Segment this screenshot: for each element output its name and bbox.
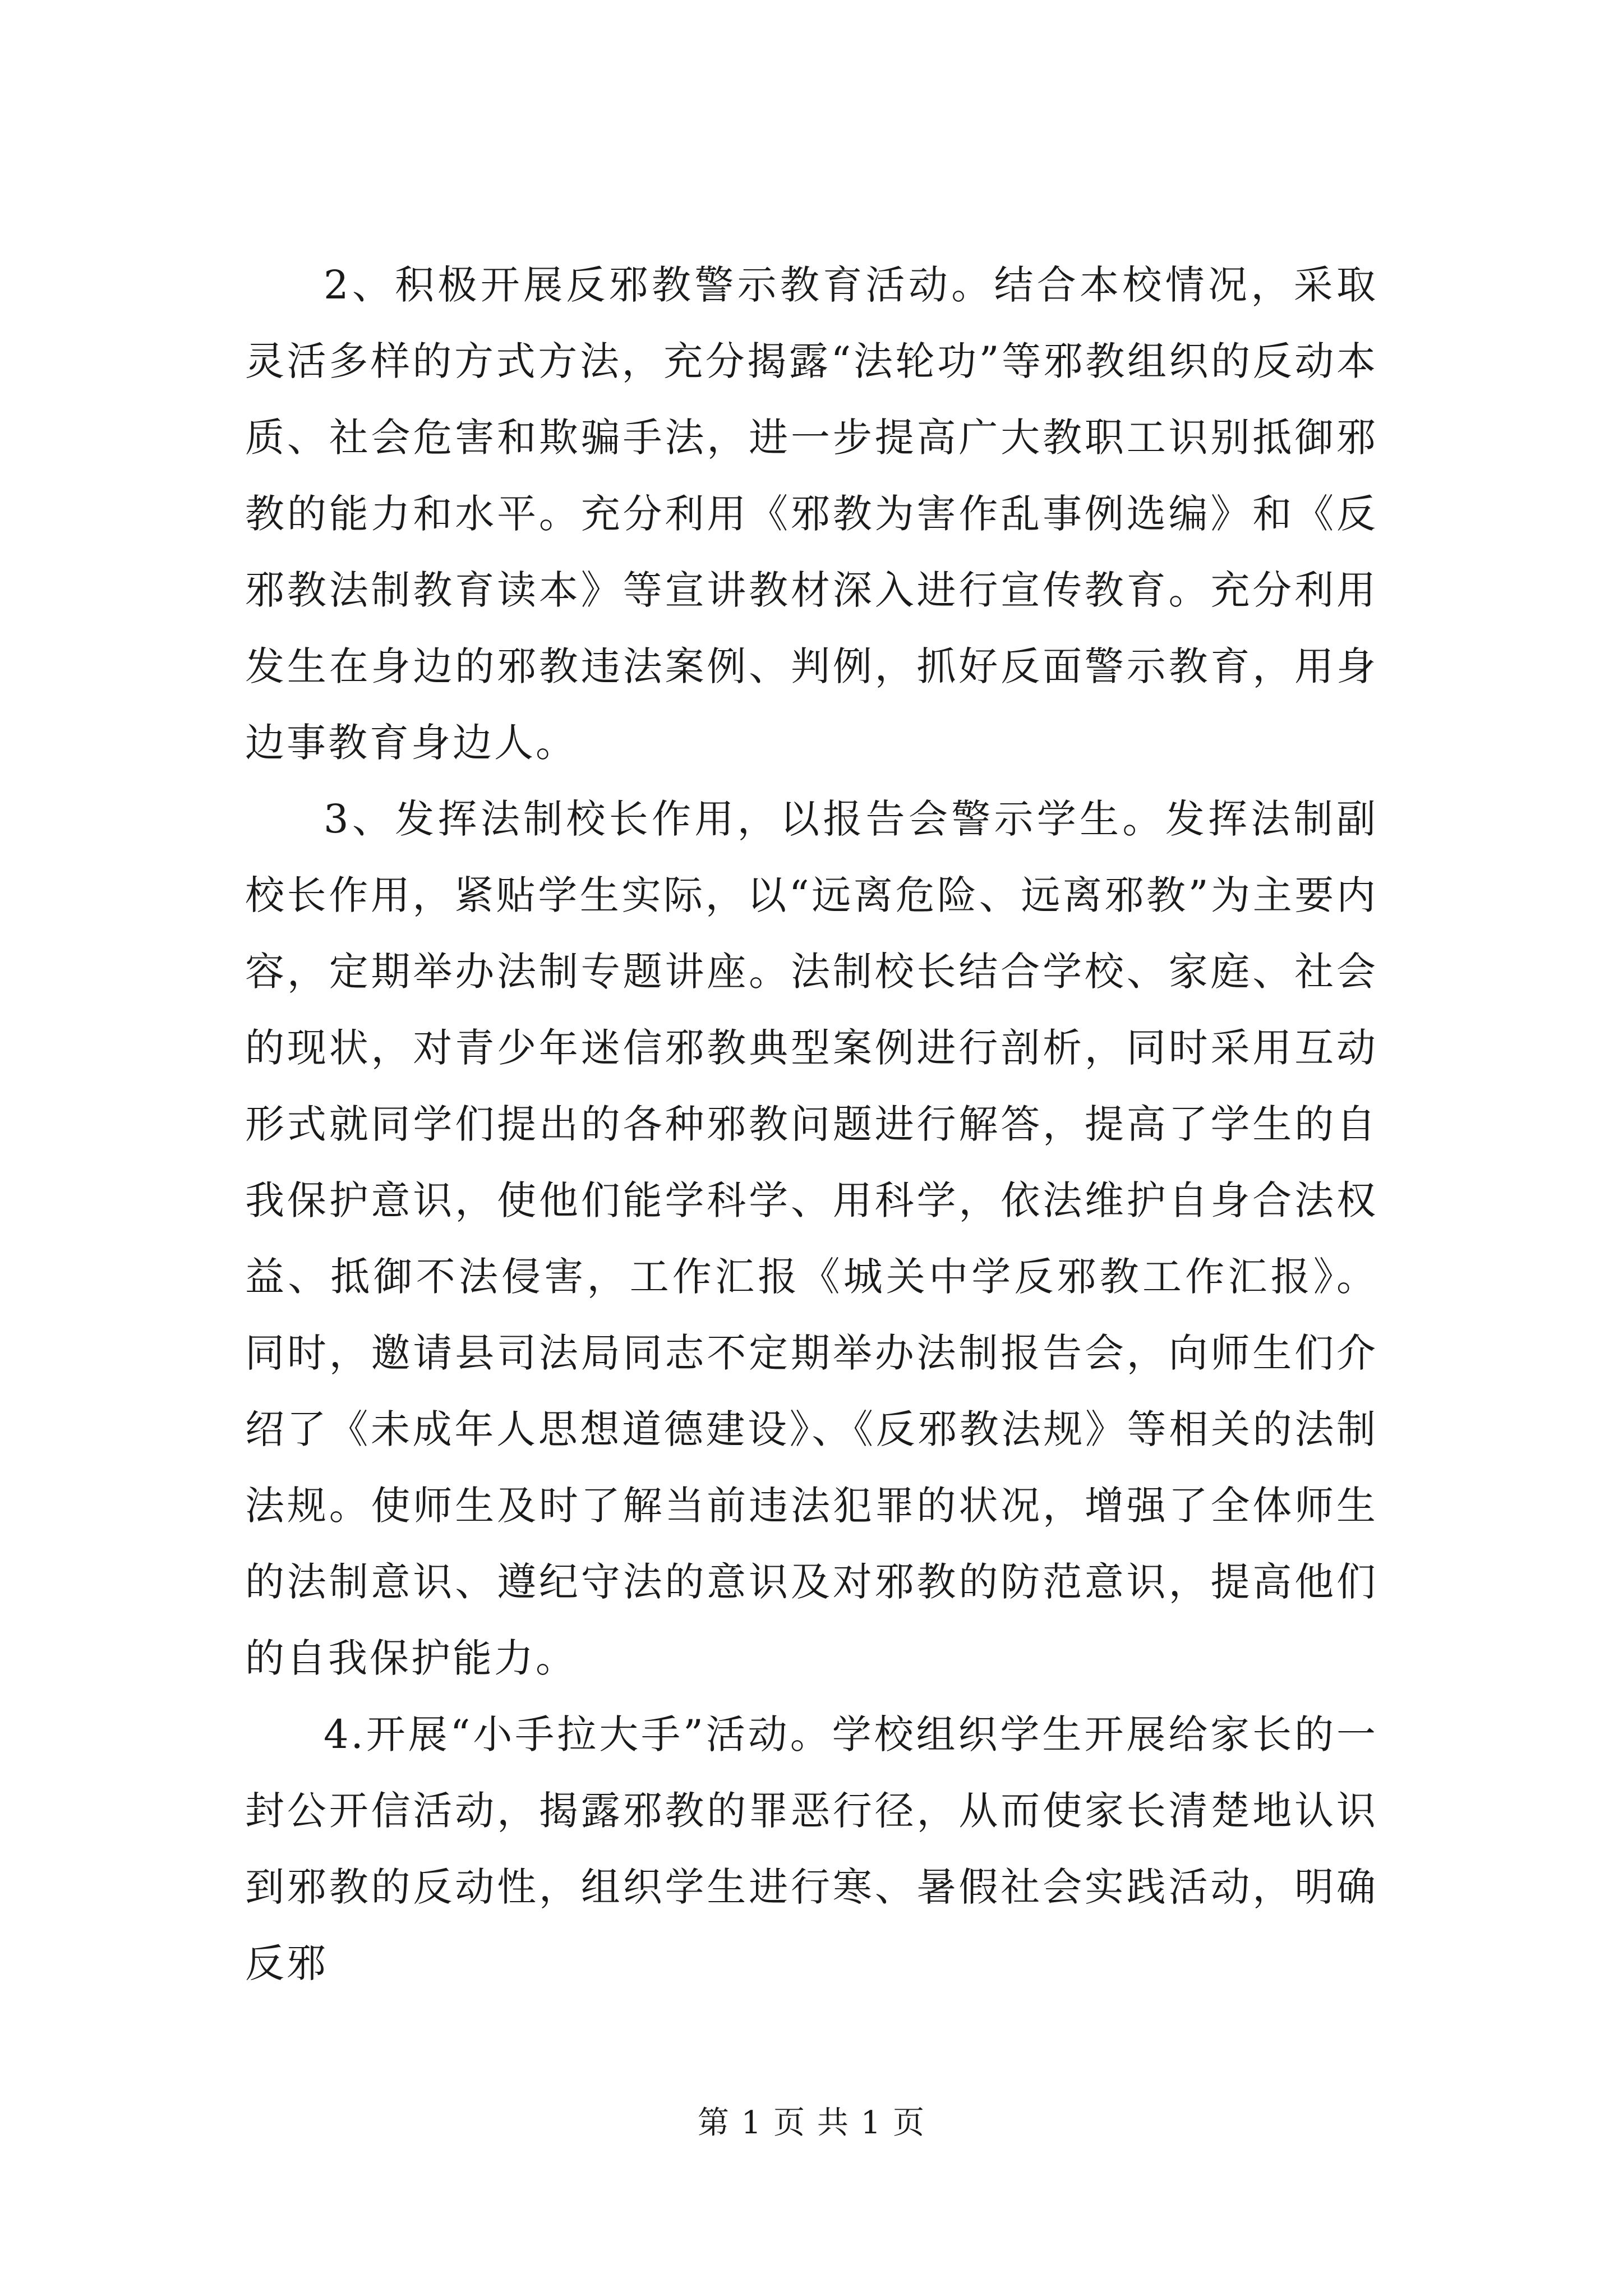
paragraph-2: 2、积极开展反邪教警示教育活动。结合本校情况，采取灵活多样的方式方法，充分揭露“法轮功”等邪教组织的反动本质、社会危害和欺骗手法，进一步提高广大教职工识别抵御邪教的能力和水平。充分利用《邪教为害作乱事例选编》和《反邪教法制教育读本》等宣讲教材深入进行宣传教育。充分利用发生在身边的邪教违法案例、判例，抓好反面警示教育，用身边事教育身边人。 [245, 262, 1378, 766]
paragraph-4: 4.开展“小手拉大手”活动。学校组织学生开展给家长的一封公开信活动，揭露邪教的罪恶行径，从而使家长清楚地认识到邪教的反动性，组织学生进行寒、暑假社会实践活动，明确反邪 [245, 1711, 1378, 1986]
document-body [245, 247, 1378, 2001]
paragraph-3: 3、发挥法制校长作用，以报告会警示学生。发挥法制副校长作用，紧贴学生实际，以“远离危险、远离邪教”为主要内容，定期举办法制专题讲座。法制校长结合学校、家庭、社会的现状，对青少年迷信邪教典型案例进行剖析，同时采用互动形式就同学们提出的各种邪教问题进行解答，提高了学生的自我保护意识，使他们能学科学、用科学，依法维护自身合法权益、抵御不法侵害，工作汇报《城关中学反邪教工作汇报》。同时，邀请县司法局同志不定期举办法制报告会，向师生们介绍了《未成年人思想道德建设》、《反邪教法规》等相关的法制法规。使师生及时了解当前违法犯罪的状况，增强了全体师生的法制意识、遵纪守法的意识及对邪教的防范意识，提高他们的自我保护能力。 [245, 796, 1378, 1681]
page-footer: 第 1 页 共 1 页 [697, 2105, 926, 2141]
